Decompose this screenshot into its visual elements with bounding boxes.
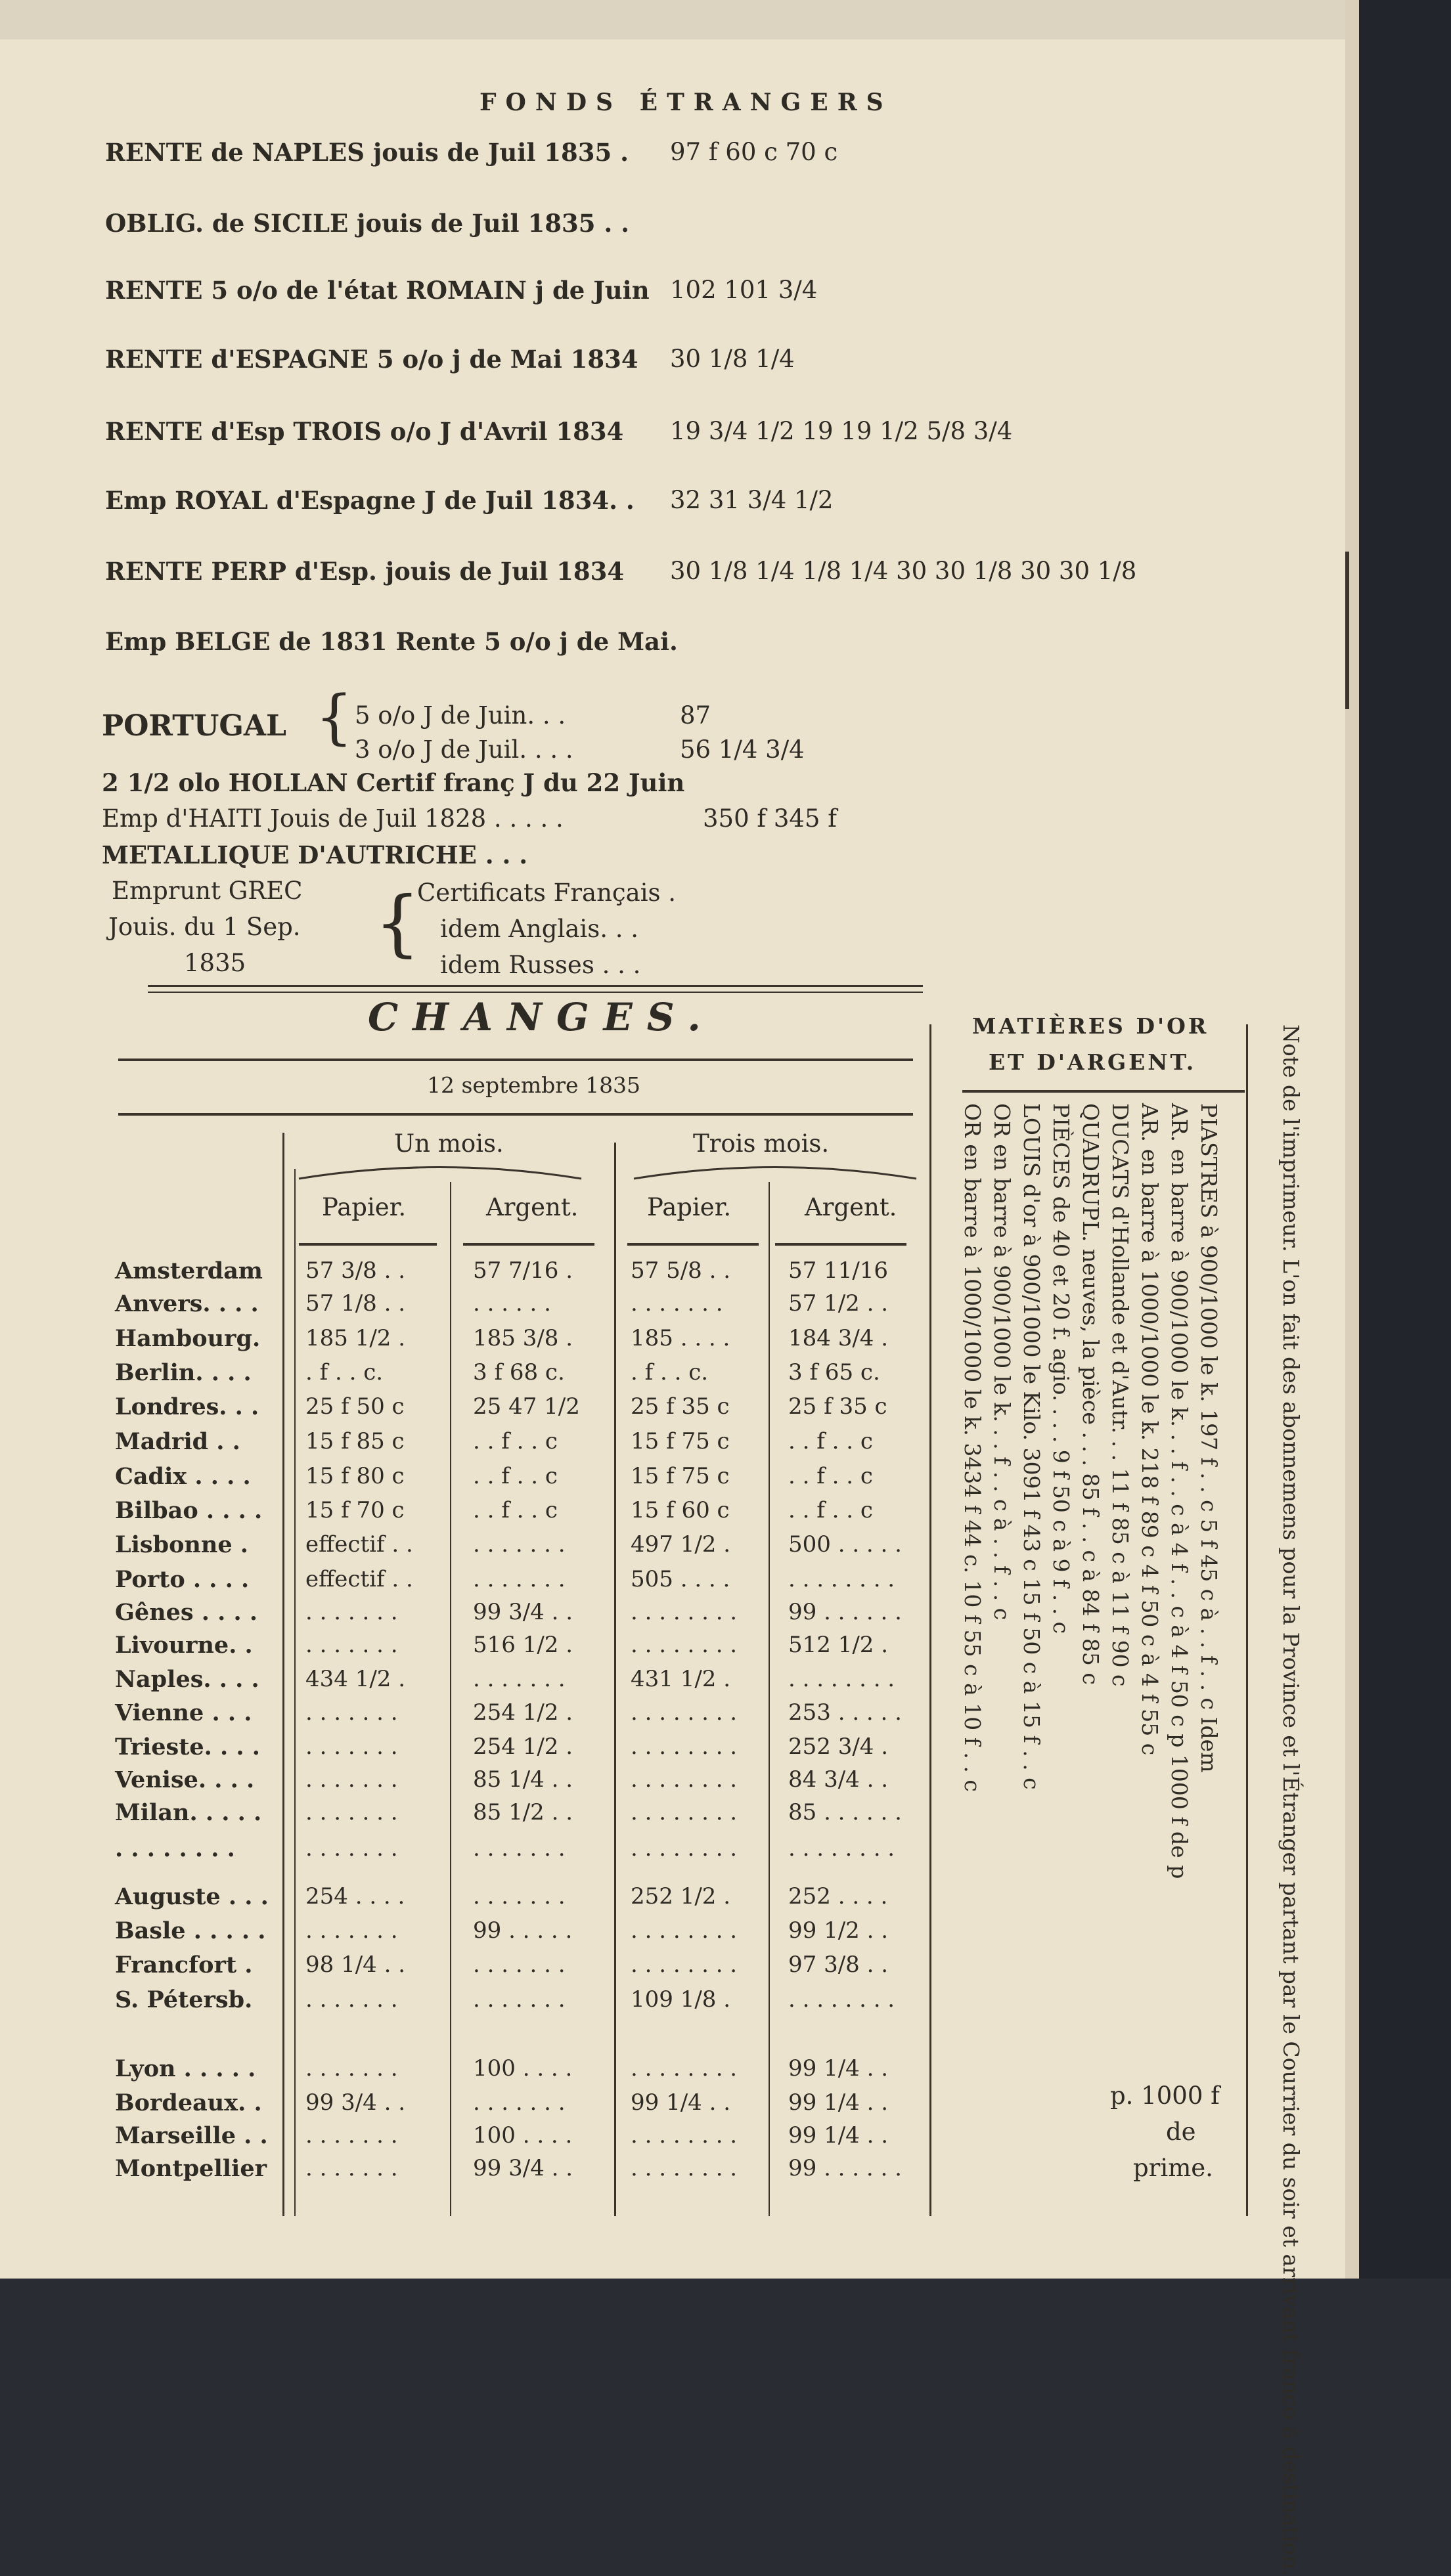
rate-cell: 100 . . . . [473,2055,573,2082]
rate-cell: . . f . . c [788,1428,873,1454]
prime-label: de [1166,2118,1196,2146]
rate-cell: 505 . . . . [631,1566,730,1592]
fund-values: 32 31 3/4 1/2 [670,486,834,514]
rate-cell: 254 . . . . [305,1883,405,1910]
city-name: Venise. . . . [115,1766,255,1793]
rate-cell: 100 . . . . [473,2122,573,2149]
rate-cell: . . . . . . . . [631,2122,738,2149]
fund-values: 30 1/8 1/4 1/8 1/4 30 30 1/8 30 30 1/8 [670,557,1137,585]
city-name: Hambourg. [115,1325,261,1352]
city-name: Vienne . . . [115,1699,252,1726]
rate-cell: . . . . . . . [305,2055,398,2082]
rate-cell: 97 3/8 . . [788,1952,889,1978]
divider [148,985,923,987]
city-name: Bordeaux. . [115,2089,262,2116]
rate-cell: . . . . . . . [305,1986,398,2013]
fund-label: Emp BELGE de 1831 Rente 5 o/o j de Mai. [105,627,678,656]
col-argent-3: Argent. [805,1193,897,1221]
rate-cell: 99 3/4 . . [305,2089,406,2116]
rate-cell: . . . . . . . . [631,2055,738,2082]
matiere-line: AR. en barre à 900/1000 le k. . . f . . c à 4 f . . c à 4 f 50 c p 1000 f de p [1167,1103,1192,1879]
city-name: Gênes . . . . [115,1599,258,1626]
column-rule [450,1182,451,2216]
fund-label: RENTE PERP d'Esp. jouis de Juil 1834 [105,557,625,586]
rate-cell: 252 . . . . [788,1883,888,1910]
portugal-label: PORTUGAL [102,709,286,743]
rate-cell: 57 11/16 [788,1257,889,1284]
rate-cell: 516 1/2 . [473,1632,573,1658]
header-underline [299,1243,437,1246]
col-argent-1: Argent. [486,1193,579,1221]
grec-right: idem Russes . . . [440,951,641,979]
rate-cell: . . . . . . . . [788,1566,895,1592]
rate-cell: . . . . . . . . [631,1699,738,1726]
rate-cell: . . . . . . . [473,1952,566,1978]
rate-cell: 25 f 35 c [631,1393,730,1420]
rate-cell: 434 1/2 . [305,1666,406,1692]
rate-cell: . . . . . . . . [631,1799,738,1825]
column-rule [294,1169,296,2216]
rate-cell: 99 3/4 . . [473,1599,573,1625]
city-name: Auguste . . . [115,1883,269,1910]
header-underline [627,1243,759,1246]
rate-cell: 99 1/2 . . [788,1917,889,1944]
city-name: Berlin. . . . [115,1359,252,1386]
city-name: Milan. . . . . [115,1799,262,1826]
matiere-line: OR en barre à 1000/1000 le k. 3434 f 44 c. 10 f 55 c à 10 f . . c [960,1103,985,1792]
grec-right: idem Anglais. . . [440,915,639,943]
rate-cell: 254 1/2 . [473,1734,573,1760]
rate-cell: . . . . . . . [305,1599,398,1625]
rate-cell: 99 1/4 . . [631,2089,731,2116]
dark-background [1359,0,1451,2279]
printer-note: Note de l'imprimeur. L'on fait des abonnemens pour la Province et l'Étranger partant par le Courrier du soir et arrivant franco à destination. [1278,1024,1304,2576]
rate-cell: 15 f 85 c [305,1428,405,1454]
rate-cell: 99 . . . . . [473,1917,573,1944]
rate-cell: . . f . . c [473,1428,558,1454]
rate-cell: . . . . . . . . [631,1734,738,1760]
rate-cell: 15 f 60 c [631,1497,730,1523]
rate-cell: 99 3/4 . . [473,2155,573,2181]
rate-cell: . f . . c. [631,1359,709,1386]
rate-cell: 57 3/8 . . [305,1257,406,1284]
city-name: Francfort . [115,1952,253,1978]
fund-label: RENTE d'Esp TROIS o/o J d'Avril 1834 [105,417,624,446]
city-name: Anvers. . . . [115,1290,259,1317]
rate-cell: 15 f 70 c [305,1497,405,1523]
rate-cell: . . . . . . . [305,1699,398,1726]
rate-cell: 85 1/4 . . [473,1766,573,1793]
matieres-title: ET D'ARGENT. [989,1049,1197,1075]
portugal-brace: { [315,683,353,752]
fund-label: RENTE 5 o/o de l'état ROMAIN j de Juin [105,276,650,305]
rate-cell: 252 1/2 . [631,1883,731,1910]
haiti-label: Emp d'HAITI Jouis de Juil 1828 . . . . . [102,804,564,833]
rate-cell: . . . . . . . [305,1632,398,1658]
changes-date: 12 septembre 1835 [427,1072,641,1098]
rate-cell: . . . . . . [473,1290,551,1317]
rate-cell: 184 3/4 . [788,1325,889,1351]
rate-cell: . . . . . . . . [631,1632,738,1658]
rate-cell: 15 f 80 c [305,1463,405,1489]
divider [962,1090,1245,1093]
rate-cell: 3 f 65 c. [788,1359,880,1386]
portugal-row-label: 3 o/o J de Juil. . . . [355,735,573,764]
rate-cell: . . . . . . . . [631,1917,738,1944]
header-underline [775,1243,906,1246]
column-rule [614,1143,616,2216]
rate-cell: 99 . . . . . . [788,1599,902,1625]
matiere-line: PIÈCES de 40 et 20 f. agio. . . . 9 f 50 c à 9 f . . c [1048,1103,1074,1634]
changes-title: CHANGES. [368,995,715,1039]
divider [118,1113,913,1116]
rate-cell: 99 1/4 . . [788,2055,889,2082]
page-top-strip [0,0,1347,39]
rate-cell: . . . . . . . [473,1566,566,1592]
city-name: . . . . . . . . [115,1835,235,1862]
portugal-row-values: 56 1/4 3/4 [680,735,805,764]
fund-values: 102 101 3/4 [670,276,818,304]
group-trois-mois: Trois mois. [693,1129,830,1158]
rate-cell: . . . . . . . . [788,1835,895,1862]
rate-cell: 253 . . . . . [788,1699,902,1726]
rate-cell: . . . . . . . [305,1917,398,1944]
rate-cell: effectif . . [305,1566,413,1592]
rate-cell: 57 5/8 . . [631,1257,731,1284]
rate-cell: . . . . . . . [305,2122,398,2149]
prime-label: prime. [1133,2154,1213,2182]
rate-cell: 254 1/2 . [473,1699,573,1726]
fund-values: 19 3/4 1/2 19 19 1/2 5/8 3/4 [670,417,1013,445]
rate-cell: . . . . . . . . [631,1835,738,1862]
rate-cell: . f . . c. [305,1359,384,1386]
city-name: Cadix . . . . [115,1463,251,1490]
city-name: Montpellier [115,2155,267,2182]
rate-cell: 57 7/16 . [473,1257,573,1284]
rate-cell: 512 1/2 . [788,1632,889,1658]
rate-cell: 99 . . . . . . [788,2155,902,2181]
rate-cell: . . f . . c [473,1463,558,1489]
rate-cell: . . f . . c [788,1463,873,1489]
rate-cell: 57 1/2 . . [788,1290,889,1317]
fund-label: RENTE d'ESPAGNE 5 o/o j de Mai 1834 [105,345,638,374]
metallique-line: METALLIQUE D'AUTRICHE . . . [102,840,528,869]
rate-cell: . . . . . . . [473,1666,566,1692]
prime-label: p. 1000 f [1110,2082,1220,2110]
fund-values: 97 f 60 c 70 c [670,138,838,166]
city-name: Naples. . . . [115,1666,259,1693]
hollan-line: 2 1/2 olo HOLLAN Certif franç J du 22 Juin [102,768,685,797]
city-name: S. Pétersb. [115,1986,253,2013]
city-name: Livourne. . [115,1632,253,1659]
rate-cell: . . . . . . . . [631,1599,738,1625]
column-rule [1246,1024,1248,2216]
rate-cell: 99 1/4 . . [788,2089,889,2116]
city-name: Porto . . . . [115,1566,250,1593]
rate-cell: 25 47 1/2 [473,1393,580,1420]
column-rule [282,1133,284,2216]
matiere-line: OR en barre à 900/1000 le k. . . f . . c à . . f . . c [989,1103,1015,1621]
rate-cell: . . . . . . . [305,1734,398,1760]
margin-mark [1345,552,1349,709]
rate-cell: . . . . . . . . [631,1766,738,1793]
rate-cell: . . . . . . . [473,1531,566,1558]
rate-cell: . . . . . . . [305,1835,398,1862]
fund-label: RENTE de NAPLES jouis de Juil 1835 . [105,138,629,167]
divider [148,992,923,993]
rate-cell: . . . . . . . . [788,1986,895,2013]
portugal-row-label: 5 o/o J de Juin. . . [355,701,566,730]
divider [118,1059,913,1061]
rate-cell: 497 1/2 . [631,1531,731,1558]
city-name: Marseille . . [115,2122,268,2149]
rate-cell: . . . . . . . [631,1290,723,1317]
rate-cell: 3 f 68 c. [473,1359,565,1386]
column-rule [929,1024,931,2216]
rate-cell: . . . . . . . . [631,1952,738,1978]
haiti-values: 350 f 345 f [703,804,837,833]
rate-cell: 500 . . . . . [788,1531,902,1558]
rate-cell: 15 f 75 c [631,1428,730,1454]
rate-cell: 15 f 75 c [631,1463,730,1489]
city-name: Bilbao . . . . [115,1497,263,1524]
rate-cell: effectif . . [305,1531,413,1558]
grec-left: Jouis. du 1 Sep. [108,913,301,941]
rate-cell: 57 1/8 . . [305,1290,406,1317]
rate-cell: 84 3/4 . . [788,1766,889,1793]
fund-values: 30 1/8 1/4 [670,345,795,373]
rate-cell: 252 3/4 . [788,1734,889,1760]
rate-cell: 185 3/8 . [473,1325,573,1351]
rate-cell: 25 f 35 c [788,1393,887,1420]
rate-cell: . . f . . c [473,1497,558,1523]
rate-cell: 98 1/4 . . [305,1952,406,1978]
group-flourishes [292,1156,923,1189]
city-name: Lyon . . . . . [115,2055,256,2082]
rate-cell: . . . . . . . [305,1799,398,1825]
rate-cell: . . . . . . . . [788,1666,895,1692]
city-name: Amsterdam [115,1257,263,1284]
city-name: Londres. . . [115,1393,259,1420]
section-title: FONDS ÉTRANGERS [480,89,893,116]
matiere-line: LOUIS d'or à 900/1000 le Kilo. 3091 f 43 c 15 f 50 c à 15 f . . c [1019,1103,1044,1790]
fund-label: OBLIG. de SICILE jouis de Juil 1835 . . [105,209,629,238]
rate-cell: 85 . . . . . . [788,1799,902,1825]
rate-cell: . . . . . . . . [631,2155,738,2181]
rate-cell: 85 1/2 . . [473,1799,573,1825]
column-rule [769,1182,770,2216]
matiere-line: DUCATS d'Hollande et d'Autr. . . 11 f 85 c à 11 f 90 c [1107,1103,1133,1687]
col-papier-1: Papier. [322,1193,407,1221]
rate-cell: . . . . . . . [473,1986,566,2013]
rate-cell: 185 . . . . [631,1325,730,1351]
portugal-row-values: 87 [680,701,711,730]
matiere-line: PIASTRES à 900/1000 le k. 197 f . . c 5 f 45 c à . . f . . c Idem [1196,1103,1222,1773]
city-name: Basle . . . . . [115,1917,266,1944]
rate-cell: 109 1/8 . [631,1986,731,2013]
matieres-title: MATIÈRES D'OR [972,1013,1209,1039]
rate-cell: 431 1/2 . [631,1666,731,1692]
matiere-line: QUADRUPL. neuves, la pièce . . . 85 f . . c à 84 f 85 c [1078,1103,1104,1685]
grec-right: Certificats Français . [417,879,677,907]
rate-cell: . . f . . c [788,1497,873,1523]
fund-label: Emp ROYAL d'Espagne J de Juil 1834. . [105,486,635,515]
grec-left: Emprunt GREC [112,877,303,905]
matiere-line: AR. en barre à 1000/1000 le k. 218 f 89 c 4 f 50 c à 4 f 55 c [1137,1103,1163,1756]
city-name: Trieste. . . . [115,1734,260,1760]
grec-brace: { [374,881,420,965]
rate-cell: . . . . . . . [305,1766,398,1793]
col-papier-3: Papier. [647,1193,732,1221]
rate-cell: 25 f 50 c [305,1393,405,1420]
rate-cell: 99 1/4 . . [788,2122,889,2149]
grec-left: 1835 [184,949,246,977]
rate-cell: . . . . . . . [473,2089,566,2116]
rate-cell: . . . . . . . [473,1883,566,1910]
city-name: Madrid . . [115,1428,240,1455]
header-underline [463,1243,594,1246]
rate-cell: . . . . . . . [473,1835,566,1862]
rate-cell: 185 1/2 . [305,1325,406,1351]
city-name: Lisbonne . [115,1531,248,1558]
group-un-mois: Un mois. [394,1129,504,1158]
rate-cell: . . . . . . . [305,2155,398,2181]
